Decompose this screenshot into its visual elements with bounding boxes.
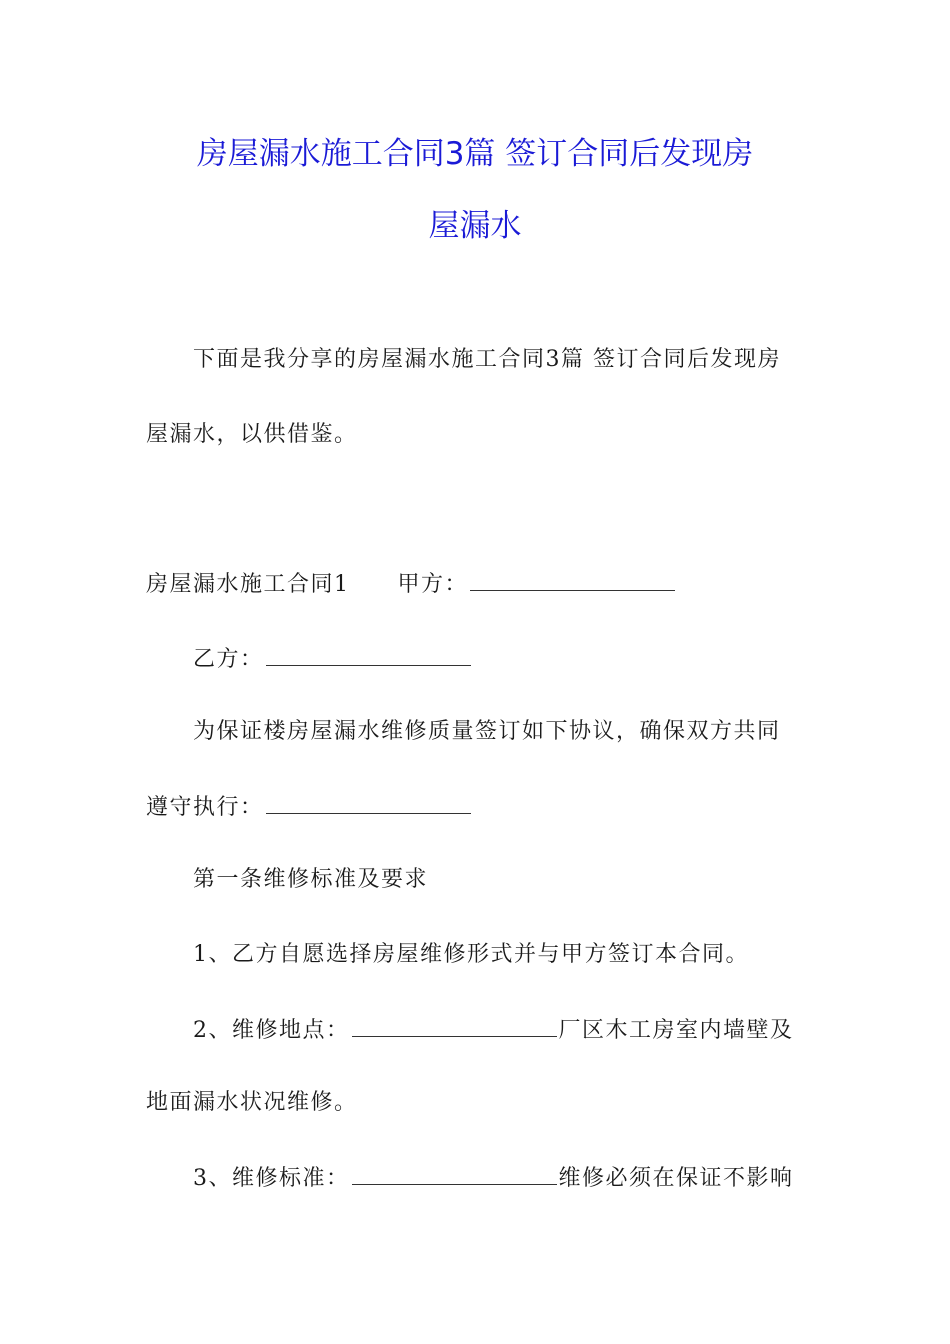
execution-blank [266, 795, 471, 814]
paragraph-1-line-1: 为保证楼房屋漏水维修质量签订如下协议，确保双方共同 [193, 719, 781, 744]
item-2-line-1 [193, 1018, 794, 1042]
intro-line-2: 屋漏水，以供借鉴。 [146, 422, 358, 447]
contract-heading-row [146, 572, 677, 596]
intro-line-1: 下面是我分享的房屋漏水施工合同3篇 签订合同后发现房 [193, 347, 781, 372]
item-3-line-1 [193, 1166, 794, 1190]
item-2-label: 2、维修地点： [193, 1018, 350, 1043]
party-a-blank [470, 572, 675, 591]
paragraph-1-line-2 [146, 795, 473, 819]
document-title-line-2: 屋漏水 [428, 208, 522, 244]
item-3-tail: 维修必须在保证不影响 [558, 1166, 794, 1191]
party-a-label: 甲方： [397, 572, 469, 597]
item-3-label: 3、维修标准： [193, 1166, 350, 1191]
article-1-heading: 第一条维修标准及要求 [193, 867, 429, 892]
item-1: 1、乙方自愿选择房屋维修形式并与甲方签订本合同。 [193, 942, 749, 967]
party-b-row [193, 647, 473, 671]
item-2-line-2: 地面漏水状况维修。 [146, 1090, 358, 1115]
execution-label: 遵守执行： [146, 795, 264, 820]
party-b-blank [266, 647, 471, 666]
document-title-line-1: 房屋漏水施工合同3篇 签订合同后发现房 [196, 136, 754, 172]
item-2-blank [352, 1018, 557, 1037]
item-2-tail: 厂区木工房室内墙壁及 [558, 1018, 794, 1043]
item-3-blank [352, 1166, 557, 1185]
contract-heading: 房屋漏水施工合同1 [146, 572, 350, 597]
party-b-label: 乙方： [193, 647, 264, 672]
